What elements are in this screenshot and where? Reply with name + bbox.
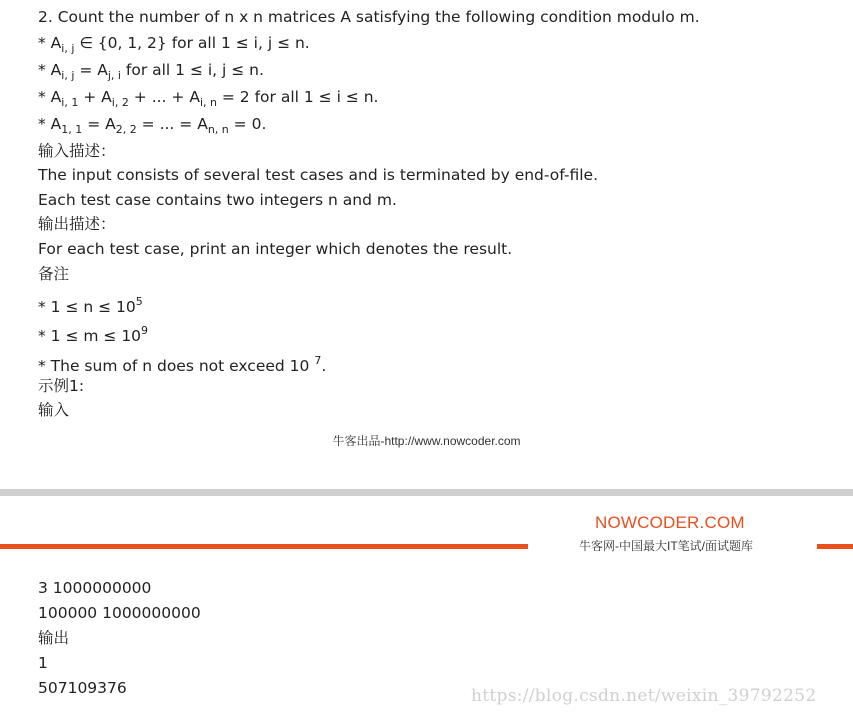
cond3-sub1: i, 1 [61, 96, 79, 109]
condition-2 [38, 60, 264, 86]
condition-3 [38, 87, 378, 113]
cond4-rest: = 0. [228, 115, 267, 133]
page-footer: 牛客出品-http://www.nowcoder.com [332, 434, 521, 448]
header-bar-right [817, 544, 853, 549]
watermark: https://blog.csdn.net/weixin_39792252 [471, 686, 817, 706]
note1-sup: 5 [135, 295, 143, 308]
note-1 [38, 292, 143, 317]
example-heading: 示例1: [38, 377, 85, 395]
problem-statement: 2. Count the number of n x n matrices A satisfying the following condition modulo m. [38, 8, 700, 26]
cond4-prefix: * A [38, 115, 62, 133]
note1-text: * 1 ≤ n ≤ 10 [38, 298, 136, 316]
note3-tail: . [321, 357, 327, 375]
output-description: For each test case, print an integer which denotes the result. [38, 240, 513, 258]
cond4-mid1: = A [82, 115, 116, 133]
note-2 [38, 321, 148, 346]
condition-1 [38, 33, 310, 59]
cond1-rest: ∈ {0, 1, 2} for all 1 ≤ i, j ≤ n. [74, 34, 310, 52]
cond4-sub3: n, n [207, 123, 229, 136]
cond2-prefix: * A [38, 61, 62, 79]
condition-4 [38, 114, 266, 140]
sample-output-line: 1 [38, 654, 48, 672]
sample-input-line: 3 1000000000 [38, 579, 152, 597]
cond1-prefix: * A [38, 34, 62, 52]
notes-heading: 备注 [38, 265, 70, 283]
note2-sup: 9 [141, 324, 149, 337]
input-heading: 输入描述： [38, 142, 116, 160]
note3-sup: 7 [314, 354, 322, 367]
cond4-sub2: 2, 2 [115, 123, 137, 136]
sample-output-line: 507109376 [38, 679, 127, 697]
sample-input-line: 100000 1000000000 [38, 604, 201, 622]
cond3-sub2: i, 2 [111, 96, 129, 109]
note2-text: * 1 ≤ m ≤ 10 [38, 327, 142, 345]
brand-name: NOWCODER.COM [595, 513, 745, 532]
header-bar-left [0, 544, 528, 549]
cond4-mid2: = ... = A [136, 115, 208, 133]
cond2-sub2: j, i [107, 69, 121, 82]
cond2-mid: = A [74, 61, 108, 79]
input-description-1: The input consists of several test cases and is terminated by end-of-file. [38, 166, 598, 184]
input-label: 输入 [38, 401, 70, 419]
input-description-2: Each test case contains two integers n and m. [38, 191, 397, 209]
page-separator [0, 489, 853, 496]
cond3-mid2: + ... + A [128, 88, 200, 106]
output-label: 输出 [38, 629, 70, 647]
note3-text: * The sum of n does not exceed 10 [38, 357, 315, 375]
cond2-rest: for all 1 ≤ i, j ≤ n. [120, 61, 264, 79]
cond3-sub3: i, n [199, 96, 217, 109]
cond3-rest: = 2 for all 1 ≤ i ≤ n. [216, 88, 379, 106]
cond2-sub1: i, j [61, 69, 75, 82]
cond1-sub: i, j [61, 42, 75, 55]
brand-tagline: 牛客网-中国最大IT笔试/面试题库 [579, 539, 753, 553]
output-heading: 输出描述： [38, 215, 116, 233]
cond4-sub1: 1, 1 [61, 123, 83, 136]
note-3 [38, 351, 326, 376]
cond3-mid1: + A [78, 88, 112, 106]
cond3-prefix: * A [38, 88, 62, 106]
